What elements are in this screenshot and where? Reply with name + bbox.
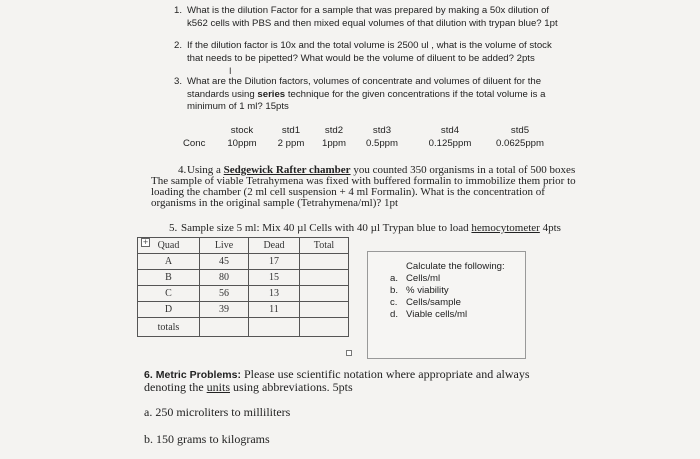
q6-units-word: units (206, 380, 230, 394)
calc-item-letter: b. (390, 285, 399, 296)
table-cell[interactable] (300, 254, 349, 270)
calc-item-letter: a. (390, 273, 399, 284)
text-cursor-icon: I (229, 66, 232, 76)
conc-value: 10ppm (227, 138, 257, 149)
conc-value: 1ppm (322, 138, 346, 149)
conc-header: std2 (324, 125, 344, 136)
table-cell[interactable] (249, 318, 300, 337)
table-header-cell: Quad (138, 238, 200, 254)
conc-header: std5 (510, 125, 530, 136)
table-move-handle-icon[interactable]: + (142, 238, 149, 246)
table-row (138, 318, 349, 337)
q3-text-line1: What are the Dilution factors, volumes of concentrate and volumes of diluent for the (187, 76, 542, 87)
q2-text-line2: that needs to be pipetted? What would be the volume of diluent to be added? 2pts (187, 53, 535, 64)
table-cell: C (138, 286, 200, 302)
table-cell: 45 (200, 254, 249, 270)
table-cell: 11 (249, 302, 300, 318)
q6-text-line1: 6. Metric Problems: Please use scientific notation where appropriate and always (144, 367, 530, 381)
table-header-cell: Live (200, 238, 249, 254)
table-row (138, 254, 349, 270)
table-cell: A (138, 254, 200, 270)
table-cell: 13 (249, 286, 300, 302)
table-cell: 39 (200, 302, 249, 318)
q5-hemocytometer-word: hemocytometer (471, 222, 540, 234)
calculate-box (367, 251, 526, 359)
q2-number: 2. (174, 40, 183, 51)
q4-text-line1: Using a Sedgewick Rafter chamber you counted 350 organisms in a total of 500 boxes (187, 164, 576, 176)
table-cell: 80 (200, 270, 249, 286)
q3-number: 3. (174, 76, 183, 87)
calc-item-letter: d. (390, 309, 399, 320)
q6-part-a: a. 250 microliters to milliliters (144, 405, 291, 419)
table-row (138, 302, 349, 318)
calc-item-letter: c. (390, 297, 398, 308)
table-cell: 56 (200, 286, 249, 302)
q3-text-line2: standards using series technique for the given concentrations if the total volume is a (187, 89, 546, 100)
conc-header: std1 (281, 125, 301, 136)
quad-count-table (137, 237, 349, 337)
table-cell: D (138, 302, 200, 318)
table-cell[interactable] (300, 270, 349, 286)
table-cell: 17 (249, 254, 300, 270)
q6-text-line2: denoting the units using abbreviations. 5pts (144, 380, 353, 394)
q4-text-line2: The sample of viable Tetrahymena was fixed with buffered formalin to immobilize them prior to (151, 175, 576, 187)
conc-header: std3 (372, 125, 392, 136)
table-header-cell: Dead (249, 238, 300, 254)
conc-value: 0.5ppm (366, 138, 398, 149)
table-cell[interactable] (300, 302, 349, 318)
table-cell[interactable] (200, 318, 249, 337)
q6-part-b: b. 150 grams to kilograms (144, 432, 270, 446)
q1-text-line1: What is the dilution Factor for a sample that was prepared by making a 50x dilution of (187, 5, 550, 16)
q6-title: Metric Problems: (155, 369, 241, 381)
q5-text: Sample size 5 ml: Mix 40 µl Cells with 40 µl Trypan blue to load hemocytometer 4pts (181, 222, 561, 234)
table-row (138, 270, 349, 286)
q3-series-word: series (257, 89, 286, 100)
conc-value: 2 ppm (277, 138, 305, 149)
table-header-row (138, 238, 349, 254)
q4-chamber-name: Sedgewick Rafter chamber (223, 164, 351, 176)
calc-item-text: Cells/sample (406, 297, 461, 308)
table-cell[interactable] (300, 318, 349, 337)
table-cell: 15 (249, 270, 300, 286)
q4-number: 4. (178, 164, 187, 176)
table-row (138, 286, 349, 302)
conc-value: 0.0625ppm (495, 138, 544, 149)
table-resize-handle[interactable] (346, 350, 352, 356)
conc-header: stock (230, 125, 254, 136)
conc-header: std4 (440, 125, 460, 136)
table-cell: B (138, 270, 200, 286)
q3-text-line3: minimum of 1 ml? 15pts (187, 101, 289, 112)
q1-number: 1. (174, 5, 183, 16)
q2-text-line1: If the dilution factor is 10x and the total volume is 2500 ul , what is the volume of stock (187, 40, 552, 51)
conc-value: 0.125ppm (428, 138, 472, 149)
calc-title: Calculate the following: (406, 261, 505, 272)
calc-item-text: Viable cells/ml (406, 309, 468, 320)
q4-text-line4: organisms in the original sample (Tetrahymena/ml)? 1pt (151, 197, 399, 209)
calc-item-text: Cells/ml (406, 273, 441, 284)
conc-row-label: Conc (183, 138, 206, 149)
q5-number: 5. (169, 222, 178, 234)
calc-item-text: % viability (406, 285, 449, 296)
table-cell[interactable] (300, 286, 349, 302)
q6-number: 6. (144, 369, 153, 381)
q4-text-line3: loading the chamber (2 ml cell suspension + 4 ml Formalin). What is the concentration of (151, 186, 545, 198)
q1-text-line2: k562 cells with PBS and then mixed equal volumes of that dilution with trypan blue? 1pt (187, 18, 558, 29)
table-header-cell: Total (300, 238, 349, 254)
table-cell: totals (138, 318, 200, 337)
